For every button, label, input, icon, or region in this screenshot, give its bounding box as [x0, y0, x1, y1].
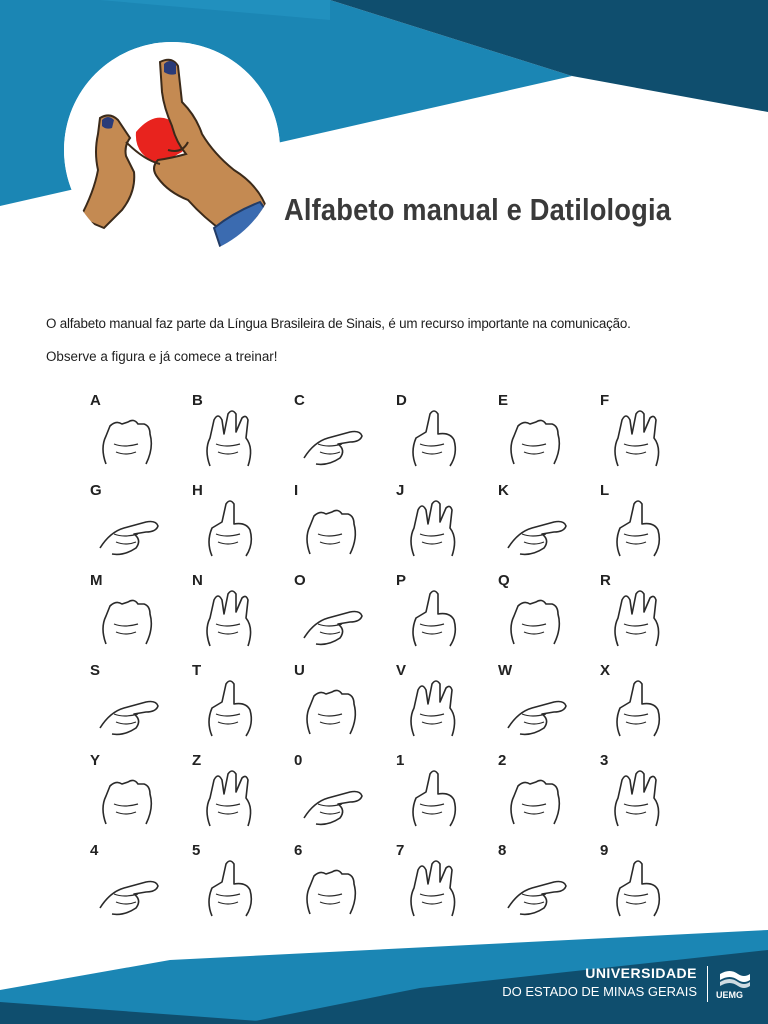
sign-label: U	[294, 662, 305, 679]
hand-sign-icon	[400, 588, 470, 652]
sign-cell	[78, 748, 180, 836]
hand-sign-icon	[196, 678, 266, 742]
hand-sign-icon	[502, 858, 572, 922]
sign-cell	[282, 478, 384, 566]
sign-cell	[486, 568, 588, 656]
sign-cell	[282, 658, 384, 746]
hand-sign-icon	[502, 408, 572, 472]
sign-label: 9	[600, 842, 609, 859]
hand-sign-icon	[400, 408, 470, 472]
sign-label: Q	[498, 572, 510, 589]
hand-sign-icon	[94, 858, 164, 922]
hand-sign-icon	[400, 678, 470, 742]
sign-cell	[180, 838, 282, 926]
uemg-logo-text: UEMG	[716, 990, 743, 1000]
sign-label: R	[600, 572, 611, 589]
sign-cell	[486, 658, 588, 746]
sign-cell	[78, 838, 180, 926]
hand-sign-icon	[604, 588, 674, 652]
sign-label: P	[396, 572, 407, 589]
hero-illustration	[64, 42, 280, 258]
sign-cell	[384, 388, 486, 476]
sign-label: H	[192, 482, 203, 499]
hand-sign-icon	[196, 768, 266, 832]
sign-label: N	[192, 572, 203, 589]
sign-cell	[588, 748, 690, 836]
hand-sign-icon	[196, 588, 266, 652]
hand-sign-icon	[604, 498, 674, 562]
sign-cell	[180, 568, 282, 656]
sign-label: O	[294, 572, 306, 589]
sign-label: 1	[396, 752, 405, 769]
hand-sign-icon	[298, 498, 368, 562]
sign-cell	[588, 388, 690, 476]
sign-label: 6	[294, 842, 303, 859]
hand-sign-icon	[400, 498, 470, 562]
sign-cell	[384, 658, 486, 746]
sign-cell	[588, 838, 690, 926]
sign-label: F	[600, 392, 610, 409]
sign-label: C	[294, 392, 305, 409]
sign-label: L	[600, 482, 610, 499]
sign-cell	[486, 748, 588, 836]
sign-label: 0	[294, 752, 303, 769]
sign-label: Z	[192, 752, 202, 769]
hand-sign-icon	[604, 768, 674, 832]
sign-label: B	[192, 392, 203, 409]
page-title: Alfabeto manual e Datilologia	[284, 192, 672, 227]
hand-sign-icon	[502, 768, 572, 832]
sign-label: 2	[498, 752, 507, 769]
sign-label: A	[90, 392, 101, 409]
sign-label: W	[498, 662, 513, 679]
hand-sign-icon	[196, 498, 266, 562]
sign-cell	[180, 478, 282, 566]
hand-sign-icon	[298, 408, 368, 472]
sign-cell	[384, 478, 486, 566]
hand-sign-icon	[94, 408, 164, 472]
intro-text: O alfabeto manual faz parte da Língua Brasileira de Sinais, é um recurso importante na comunicação.	[46, 316, 631, 331]
sign-cell	[486, 478, 588, 566]
hand-sign-icon	[94, 768, 164, 832]
sign-cell	[180, 748, 282, 836]
sign-label: V	[396, 662, 407, 679]
hand-sign-icon	[94, 678, 164, 742]
sign-cell	[282, 388, 384, 476]
hand-sign-icon	[196, 858, 266, 922]
sign-cell	[78, 388, 180, 476]
hand-sign-icon	[94, 498, 164, 562]
hand-sign-icon	[502, 588, 572, 652]
sign-label: X	[600, 662, 611, 679]
sign-cell	[282, 568, 384, 656]
sign-label: D	[396, 392, 407, 409]
sign-label: E	[498, 392, 509, 409]
sign-cell	[78, 478, 180, 566]
sign-label: I	[294, 482, 299, 499]
sign-label: T	[192, 662, 202, 679]
university-name: UNIVERSIDADE	[585, 965, 697, 981]
hand-sign-icon	[94, 588, 164, 652]
sign-label: 5	[192, 842, 201, 859]
hand-sign-icon	[298, 588, 368, 652]
sign-cell	[588, 658, 690, 746]
sign-cell	[588, 568, 690, 656]
hand-sign-icon	[298, 678, 368, 742]
sign-cell	[384, 568, 486, 656]
hand-sign-icon	[298, 858, 368, 922]
sign-label: Y	[90, 752, 101, 769]
sign-cell	[588, 478, 690, 566]
sign-cell	[282, 748, 384, 836]
hand-sign-icon	[604, 408, 674, 472]
hand-sign-icon	[502, 678, 572, 742]
sign-label: S	[90, 662, 101, 679]
sign-label: J	[396, 482, 405, 499]
hand-sign-icon	[604, 678, 674, 742]
hand-sign-icon	[400, 858, 470, 922]
hand-sign-icon	[502, 498, 572, 562]
sign-label: M	[90, 572, 103, 589]
sign-cell	[486, 388, 588, 476]
sign-label: 4	[90, 842, 99, 859]
hand-sign-icon	[196, 408, 266, 472]
sign-label: 3	[600, 752, 609, 769]
hand-sign-icon	[400, 768, 470, 832]
hand-sign-icon	[604, 858, 674, 922]
university-subtitle: DO ESTADO DE MINAS GERAIS	[502, 984, 697, 999]
sign-label: 7	[396, 842, 405, 859]
instruction-text: Observe a figura e já comece a treinar!	[46, 349, 278, 364]
sign-cell	[78, 568, 180, 656]
sign-cell	[180, 658, 282, 746]
sign-cell	[384, 838, 486, 926]
sign-cell	[78, 658, 180, 746]
sign-cell	[282, 838, 384, 926]
sign-cell	[486, 838, 588, 926]
sign-label: G	[90, 482, 102, 499]
sign-label: 8	[498, 842, 507, 859]
sign-cell	[384, 748, 486, 836]
sign-cell	[180, 388, 282, 476]
libras-hand-heart-icon	[64, 42, 280, 258]
sign-label: K	[498, 482, 509, 499]
hand-sign-icon	[298, 768, 368, 832]
footer-divider	[707, 966, 708, 1002]
